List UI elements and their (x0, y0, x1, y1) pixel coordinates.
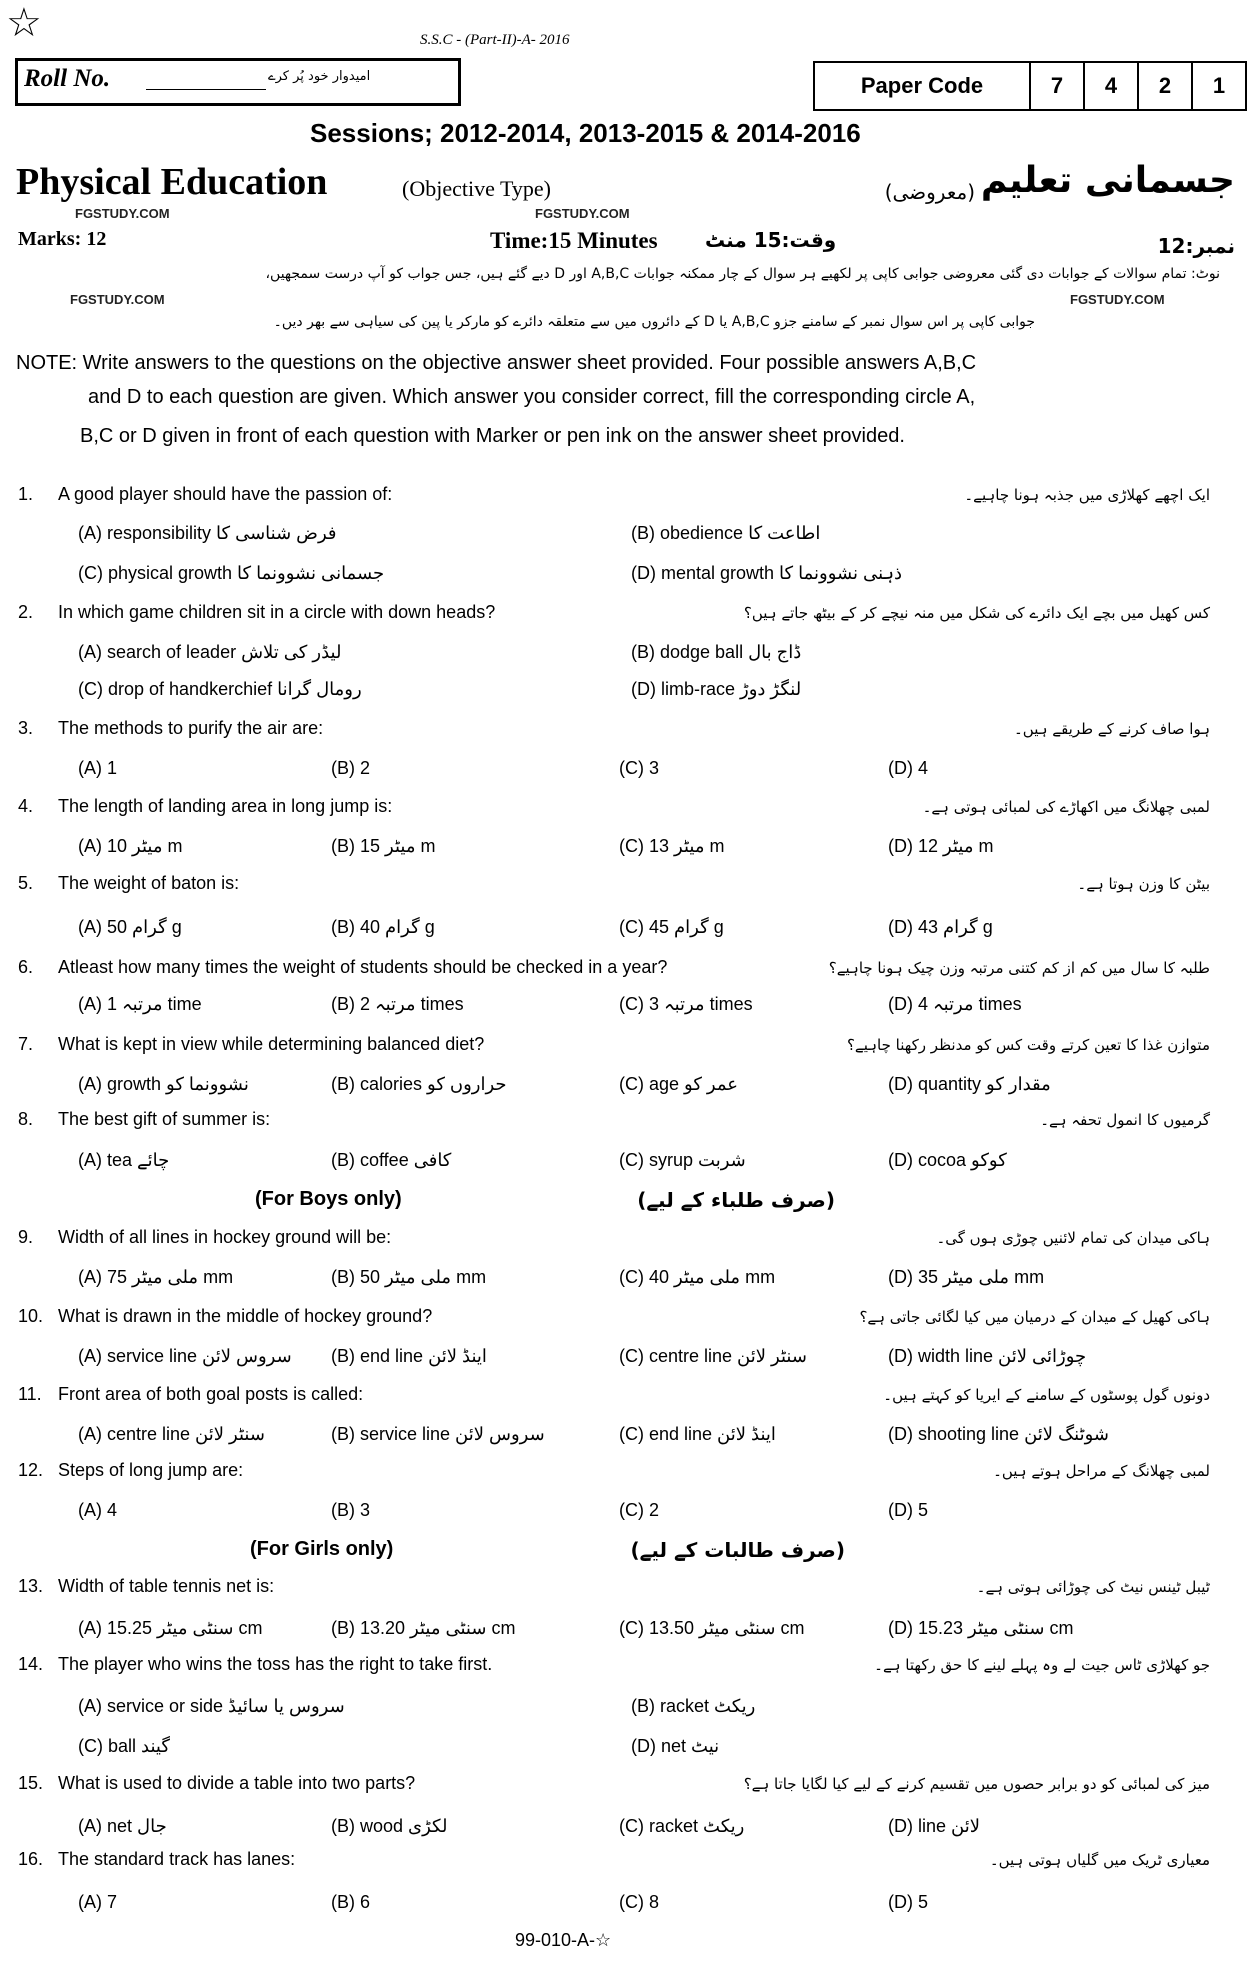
option-d: (D) مرتبہ 4 times (888, 994, 1022, 1014)
option-c: (C) drop of handkerchief رومال گرانا (78, 679, 362, 699)
question-urdu: گرمیوں کا انمول تحفہ ہے۔ (1040, 1111, 1210, 1129)
option-c: (C) physical growth جسمانی نشوونما کا (78, 563, 385, 583)
question-number: 4. (18, 796, 34, 816)
option-a: (A) گرام 50 g (78, 917, 182, 937)
star-icon: ☆ (6, 1, 42, 45)
option-d: (D) limb-race لنگڑ دوڑ (631, 679, 802, 699)
question-urdu: طلبہ کا سال میں کم از کم کتنی مرتبہ وزن چیک ہونا چاہیے؟ (828, 959, 1210, 977)
code-digit: 2 (1139, 63, 1193, 109)
question-text: The weight of baton is: (58, 873, 240, 893)
question-text: Width of table tennis net is: (58, 1576, 275, 1596)
option-c: (C) centre line سنٹر لائن (619, 1346, 807, 1366)
option-a: (A) responsibility فرض شناسی کا (78, 523, 337, 543)
watermark: FGSTUDY.COM (1070, 292, 1165, 307)
watermark: FGSTUDY.COM (75, 206, 170, 221)
option-a: (A) 7 (78, 1892, 118, 1912)
option-b: (B) service line سروس لائن (331, 1424, 545, 1444)
option-c: (C) سنٹی میٹر 13.50 cm (619, 1618, 805, 1638)
option-a: (A) search of leader لیڈر کی تلاش (78, 642, 342, 662)
option-b: (B) گرام 40 g (331, 917, 435, 937)
option-b: (B) مرتبہ 2 times (331, 994, 464, 1014)
question-text: What is kept in view while determining balanced diet? (58, 1034, 485, 1054)
question-urdu: معیاری ٹریک میں گلیاں ہوتی ہیں۔ (989, 1851, 1210, 1869)
question-number: 15. (18, 1773, 44, 1793)
option-c: (C) 2 (619, 1500, 659, 1520)
footer-code: 99-010-A-☆ (515, 1930, 612, 1950)
question-text: In which game children sit in a circle with down heads? (58, 602, 496, 622)
time-urdu: وقت:15 منٹ (705, 228, 837, 252)
code-digit: 7 (1031, 63, 1085, 109)
option-a: (A) میٹر 10 m (78, 836, 183, 856)
option-a: (A) 4 (78, 1500, 118, 1520)
option-a: (A) سنٹی میٹر 15.25 cm (78, 1618, 263, 1638)
question-text: Atleast how many times the weight of students should be checked in a year? (58, 957, 668, 977)
question-urdu: ایک اچھے کھلاڑی میں جذبہ ہونا چاہیے۔ (964, 486, 1210, 504)
question-text: The best gift of summer is: (58, 1109, 271, 1129)
option-c: (C) 8 (619, 1892, 659, 1912)
option-d: (D) net نیٹ (631, 1736, 720, 1756)
exam-code: S.S.C - (Part-II)-A- 2016 (420, 32, 570, 48)
roll-label: Roll No. (24, 65, 111, 92)
option-a: (A) service line سروس لائن (78, 1346, 292, 1366)
question-urdu: متوازن غذا کا تعین کرتے وقت کس کو مدنظر رکھنا چاہیے؟ (846, 1036, 1210, 1054)
objective-type: (Objective Type) (402, 176, 551, 201)
option-b: (B) ملی میٹر 50 mm (331, 1267, 487, 1287)
option-d: (D) 5 (888, 1500, 928, 1520)
paper-code-label: Paper Code (815, 63, 1031, 109)
option-a: (A) centre line سنٹر لائن (78, 1424, 265, 1444)
subject-urdu: جسمانی تعلیم (980, 160, 1235, 201)
question-text: Front area of both goal posts is called: (58, 1384, 364, 1404)
question-urdu: ہاکی میدان کی تمام لائنیں چوڑی ہوں گی۔ (936, 1229, 1210, 1247)
question-text: The length of landing area in long jump is: (58, 796, 393, 816)
question-urdu: بیٹن کا وزن ہوتا ہے۔ (1077, 875, 1210, 893)
time: Time:15 Minutes (490, 228, 658, 253)
paper-code-box (813, 61, 1247, 111)
question-number: 12. (18, 1460, 44, 1480)
question-number: 16. (18, 1849, 44, 1869)
option-a: (A) ملی میٹر 75 mm (78, 1267, 234, 1287)
option-d: (D) میٹر 12 m (888, 836, 994, 856)
option-d: (D) quantity مقدار کو (888, 1074, 1051, 1094)
option-b: (B) wood لکڑی (331, 1816, 448, 1836)
option-b: (B) obedience اطاعت کا (631, 523, 821, 543)
option-a: (A) مرتبہ 1 time (78, 994, 202, 1014)
option-c: (C) racket ریکٹ (619, 1816, 745, 1836)
question-text: A good player should have the passion of: (58, 484, 393, 504)
option-b: (B) سنٹی میٹر 13.20 cm (331, 1618, 516, 1638)
question-urdu: لمبی چھلانگ کے مراحل ہوتے ہیں۔ (993, 1462, 1210, 1480)
option-b: (B) racket ریکٹ (631, 1696, 756, 1716)
question-number: 9. (18, 1227, 34, 1247)
option-d: (D) ملی میٹر 35 mm (888, 1267, 1045, 1287)
option-b: (B) end line اینڈ لائن (331, 1346, 487, 1366)
section-girls-urdu: (صرف طالبات کے لیے) (630, 1538, 845, 1562)
option-d: (D) سنٹی میٹر 15.23 cm (888, 1618, 1074, 1638)
option-c: (C) age عمر کو (619, 1074, 738, 1094)
code-digit: 4 (1085, 63, 1139, 109)
option-c: (C) گرام 45 g (619, 917, 724, 937)
note-en-line3: B,C or D given in front of each question with Marker or pen ink on the answer sheet provided. (80, 425, 905, 447)
section-boys-urdu: (صرف طلباء کے لیے) (637, 1188, 835, 1212)
section-girls: (For Girls only) (250, 1538, 394, 1560)
question-number: 2. (18, 602, 34, 622)
marks-urdu: نمبر:12 (1157, 234, 1235, 258)
question-number: 6. (18, 957, 34, 977)
option-b: (B) calories حراروں کو (331, 1074, 507, 1094)
question-text: The methods to purify the air are: (58, 718, 324, 738)
option-b: (B) میٹر 15 m (331, 836, 436, 856)
roll-blank (146, 89, 266, 90)
note-urdu-line2: جوابی کاپی پر اس سوال نمبر کے سامنے جزو A,B,C یا D کے دائروں میں سے متعلقہ دائرے کو مارکر یا پین کی سیاہی سے بھر دیں۔ (273, 314, 1035, 330)
option-d: (D) width line چوڑائی لائن (888, 1346, 1087, 1366)
question-urdu: کس کھیل میں بچے ایک دائرے کی شکل میں منہ نیچے کر کے بیٹھ جاتے ہیں؟ (743, 604, 1210, 622)
option-c: (C) میٹر 13 m (619, 836, 725, 856)
question-number: 3. (18, 718, 34, 738)
marks: Marks: 12 (18, 228, 107, 250)
option-a: (A) net جال (78, 1816, 167, 1836)
question-number: 8. (18, 1109, 34, 1129)
option-b: (B) 6 (331, 1892, 371, 1912)
option-c: (C) syrup شربت (619, 1150, 746, 1170)
question-text: The player who wins the toss has the right to take first. (58, 1654, 493, 1674)
code-digit: 1 (1212, 73, 1226, 98)
option-b: (B) coffee کافی (331, 1150, 452, 1170)
option-d: (D) mental growth ذہنی نشوونما کا (631, 563, 903, 583)
question-number: 13. (18, 1576, 44, 1596)
section-boys: (For Boys only) (255, 1188, 402, 1210)
question-urdu: میز کی لمبائی کو دو برابر حصوں میں تقسیم کرنے کے لیے کیا لگایا جاتا ہے؟ (743, 1775, 1210, 1793)
note-en-line1: NOTE: Write answers to the questions on the objective answer sheet provided. Four possible answers A,B,C (16, 352, 977, 374)
option-b: (B) dodge ball ڈاج بال (631, 642, 802, 662)
option-b: (B) 2 (331, 758, 371, 778)
option-d: (D) shooting line شوٹنگ لائن (888, 1424, 1109, 1444)
note-en-line2: and D to each question are given. Which answer you consider correct, fill the corresponding circle A, (88, 386, 976, 408)
roll-number-box (15, 58, 461, 106)
option-d: (D) cocoa کوکو (888, 1150, 1007, 1170)
question-urdu: ہوا صاف کرنے کے طریقے ہیں۔ (1013, 720, 1210, 738)
option-a: (A) tea چائے (78, 1150, 170, 1170)
option-a: (A) service or side سروس یا سائیڈ (78, 1696, 345, 1716)
option-a: (A) 1 (78, 758, 118, 778)
watermark: FGSTUDY.COM (70, 292, 165, 307)
question-urdu: ہاکی کھیل کے میدان کے درمیان میں کیا لگائی جاتی ہے؟ (859, 1308, 1210, 1326)
question-text: Width of all lines in hockey ground will be: (58, 1227, 392, 1247)
type-urdu: (معروضی) (884, 180, 975, 204)
option-c: (C) 3 (619, 758, 659, 778)
question-text: Steps of long jump are: (58, 1460, 244, 1480)
question-urdu: دونوں گول پوسٹوں کے سامنے کے ایریا کو کہتے ہیں۔ (883, 1386, 1210, 1404)
question-number: 14. (18, 1654, 44, 1674)
question-number: 11. (18, 1384, 42, 1404)
question-number: 5. (18, 873, 34, 893)
question-urdu: جو کھلاڑی ٹاس جیت لے وہ پہلے لینے کا حق رکھتا ہے۔ (874, 1656, 1210, 1674)
option-b: (B) 3 (331, 1500, 371, 1520)
subject-title: Physical Education (16, 161, 328, 203)
option-d: (D) 4 (888, 758, 928, 778)
question-urdu: ٹیبل ٹینس نیٹ کی چوڑائی ہوتی ہے۔ (976, 1578, 1210, 1596)
sessions: Sessions; 2012-2014, 2013-2015 & 2014-2016 (310, 118, 861, 148)
question-number: 1. (18, 484, 34, 504)
question-text: The standard track has lanes: (58, 1849, 296, 1869)
question-urdu: لمبی چھلانگ میں اکھاڑے کی لمبائی ہوتی ہے۔ (922, 798, 1210, 816)
note-urdu-line1: نوٹ: تمام سوالات کے جوابات دی گئی معروضی جوابی کاپی پر لکھیے ہر سوال کے چار ممکنہ جوابات A,B,C اور D دیے گئے ہیں، جس جواب کو آپ درست سمجھیں، (265, 266, 1220, 282)
roll-urdu: امیدوار خود پُر کرے (268, 69, 371, 84)
question-text: What is used to divide a table into two parts? (58, 1773, 416, 1793)
watermark: FGSTUDY.COM (535, 206, 630, 221)
option-a: (A) growth نشوونما کو (78, 1074, 249, 1094)
option-d: (D) 5 (888, 1892, 928, 1912)
option-c: (C) ball گیند (78, 1736, 170, 1756)
option-d: (D) گرام 43 g (888, 917, 993, 937)
option-c: (C) end line اینڈ لائن (619, 1424, 776, 1444)
question-number: 10. (18, 1306, 44, 1326)
question-number: 7. (18, 1034, 34, 1054)
option-c: (C) مرتبہ 3 times (619, 994, 753, 1014)
question-text: What is drawn in the middle of hockey ground? (58, 1306, 433, 1326)
option-c: (C) ملی میٹر 40 mm (619, 1267, 776, 1287)
option-d: (D) line لائن (888, 1816, 980, 1836)
